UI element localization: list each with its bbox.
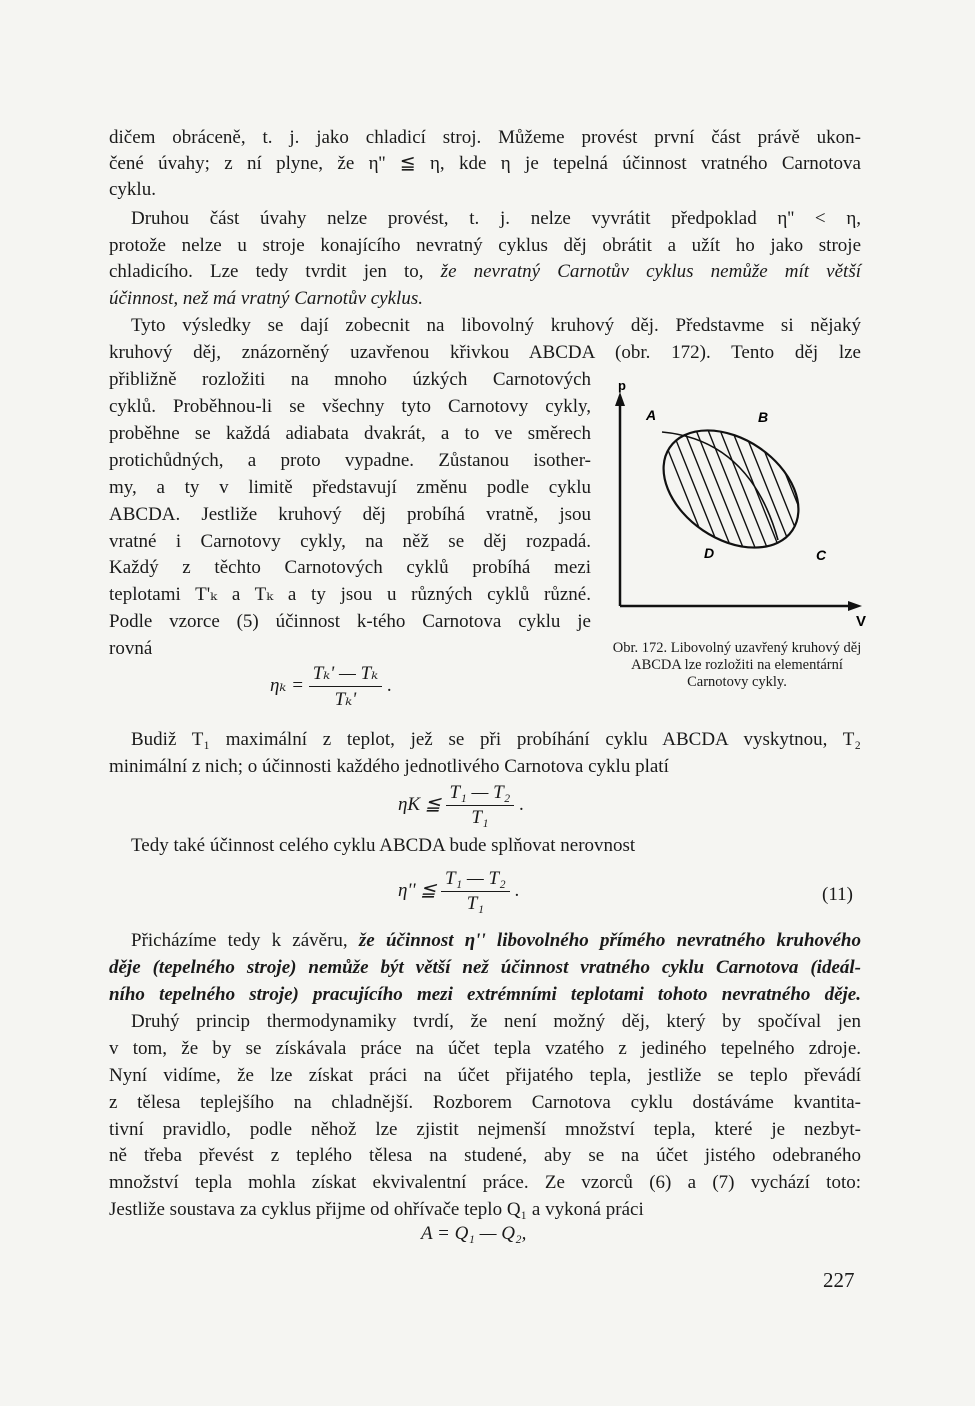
point-d-label: D — [704, 545, 715, 561]
text-line: cyklu. — [109, 179, 156, 200]
text-line: množství tepla mohla získat ekvivalentní práce. Ze vzorců (6) a (7) vychází toto: — [109, 1172, 861, 1193]
text-line: děje (tepelného stroje) nemůže být větší než účinnost vratného cyklu Carnotova (ideál- — [109, 957, 861, 978]
text-line: Druhou část úvahy nelze provést, t. j. nelze vyvrátit předpoklad η'' < η, — [131, 208, 861, 229]
text-span: Přicházíme tedy k závěru, — [131, 930, 359, 951]
text-line: Podle vzorce (5) účinnost k-tého Carnotova cyklu je — [109, 611, 591, 632]
point-c-label: C — [816, 547, 827, 563]
text-line: Tyto výsledky se dají zobecnit na libovolný kruhový děj. Představme si nějaký — [131, 315, 861, 336]
text-line: ně třeba převést z teplého tělesa na studené, aby se na účet jistého odebraného — [109, 1145, 861, 1166]
carnot-cycle-lines — [632, 380, 840, 580]
text-line: cyklů. Proběhnou-li se všechny tyto Carnotovy cykly, — [109, 396, 591, 417]
text-line: kruhový děj, znázorněný uzavřenou křivkou ABCDA (obr. 172). Tento děj lze — [109, 342, 861, 363]
text-line: protože nelze u stroje konajícího nevratný cyklus děj obrátit a užít ho jako stroje — [109, 235, 861, 256]
page-number: 227 — [823, 1268, 855, 1292]
italic-span: že účinnost η'' libovolného přímého nevratného kruhového — [358, 930, 861, 951]
text-line: vratné i Carnotovy cykly, na něž se děj rozpadá. — [109, 531, 591, 552]
eq-numerator: T₁ — T₂ — [446, 782, 515, 806]
eq-denominator: Tₖ' — [334, 689, 357, 710]
italic-span: že nevratný Carnotův cyklus nemůže mít větší — [440, 261, 861, 282]
point-b-label: B — [758, 409, 769, 425]
eq-fraction — [446, 782, 515, 829]
text-line: minimální z nich; o účinnosti každého jednotlivého Carnotova cyklu platí — [109, 756, 669, 777]
text-line: ního tepelného stroje) pracujícího mezi extrémními teplotami tohoto nevratného děje. — [109, 984, 861, 1005]
eq-lhs: ηK ≦ — [398, 793, 441, 815]
text-line: účinnost, než má vratný Carnotův cyklus. — [109, 288, 423, 309]
text-line: tivní pravidlo, podle něhož lze zjistit nejmenší množství tepla, které je nezbyt- — [109, 1119, 861, 1140]
text-line: Budiž T₁ maximální z teplot, jež se při probíhání cyklu ABCDA vyskytnou, T₂ — [131, 729, 861, 750]
text-line — [131, 929, 861, 953]
text-line: Druhý princip thermodynamiky tvrdí, že není možný děj, který by spočíval jen — [131, 1011, 861, 1032]
text-line — [109, 260, 861, 284]
pv-diagram — [600, 380, 870, 630]
eq-denominator: T₁ — [466, 893, 484, 914]
equation-efficiency-k — [270, 662, 392, 711]
axis-y-label: p — [618, 380, 626, 393]
y-axis-arrow — [615, 392, 625, 406]
text-line: Jestliže soustava za cyklus přijme od ohřívače teplo Q₁ a vykoná práci — [109, 1199, 644, 1220]
text-line: protichůdných, a proto vypadne. Zůstanou isother- — [109, 450, 591, 471]
text-line: teplotami T'ₖ a Tₖ a ty jsou u různých cyklů různé. — [109, 584, 591, 605]
text-line: z tělesa teplejšího na chladnější. Rozborem Carnotova cyklu dostáváme kvantita- — [109, 1092, 861, 1113]
equation-number: (11) — [822, 884, 853, 905]
eq-lhs: ηₖ = — [270, 674, 304, 696]
figure-caption: Obr. 172. Libovolný uzavřený kruhový děj ABCDA lze rozložiti na elementární Carnotovy cykly. — [612, 640, 862, 690]
equation-work: A = Q₁ — Q₂, — [421, 1223, 527, 1244]
text-span: chladicího. Lze tedy tvrdit jen to, — [109, 261, 441, 282]
text-line: v tom, že by se získávala práce na účet tepla vzatého z jediného tepelného zdroje. — [109, 1038, 861, 1059]
text-line: dičem obráceně, t. j. jako chladicí stroj. Můžeme provést první část právě ukon- — [109, 127, 861, 148]
eq-fraction — [309, 662, 382, 711]
eq-numerator: T₁ — T₂ — [441, 868, 510, 892]
x-axis-arrow — [848, 601, 862, 611]
text-line: Nyní vidíme, že lze získat práci na účet přijatého tepla, jestliže se teplo převádí — [109, 1065, 861, 1086]
text-line: přibližně rozložiti na mnoho úzkých Carnotových — [109, 369, 591, 390]
equation-inequality-11 — [398, 868, 519, 915]
eq-denominator: T₁ — [471, 807, 489, 828]
text-line: Tedy také účinnost celého cyklu ABCDA bude splňovat nerovnost — [131, 835, 636, 856]
text-line: proběhne se každá adiabata dvakrát, a to ve směrech — [109, 423, 591, 444]
eq-lhs: η'' ≦ — [398, 879, 437, 901]
eq-end: . — [519, 793, 524, 815]
text-line: my, a ty v limitě představují změnu podle cyklu — [109, 477, 591, 498]
eq-numerator: Tₖ' — Tₖ — [309, 662, 382, 687]
axis-x-label: V — [856, 613, 867, 630]
eq-end: . — [514, 879, 520, 901]
eq-end: . — [386, 674, 392, 696]
text-line: ABCDA. Jestliže kruhový děj probíhá vratně, jsou — [109, 504, 591, 525]
text-line: rovná — [109, 638, 153, 659]
text-line: čené úvahy; z ní plyne, že η'' ≦ η, kde η je tepelná účinnost vratného Carnotova — [109, 153, 861, 174]
text-line: Každý z těchto Carnotových cyklů probíhá mezi — [109, 557, 591, 578]
point-a-label: A — [646, 407, 657, 423]
equation-efficiency-bound — [398, 782, 524, 829]
eq-fraction — [441, 868, 510, 915]
